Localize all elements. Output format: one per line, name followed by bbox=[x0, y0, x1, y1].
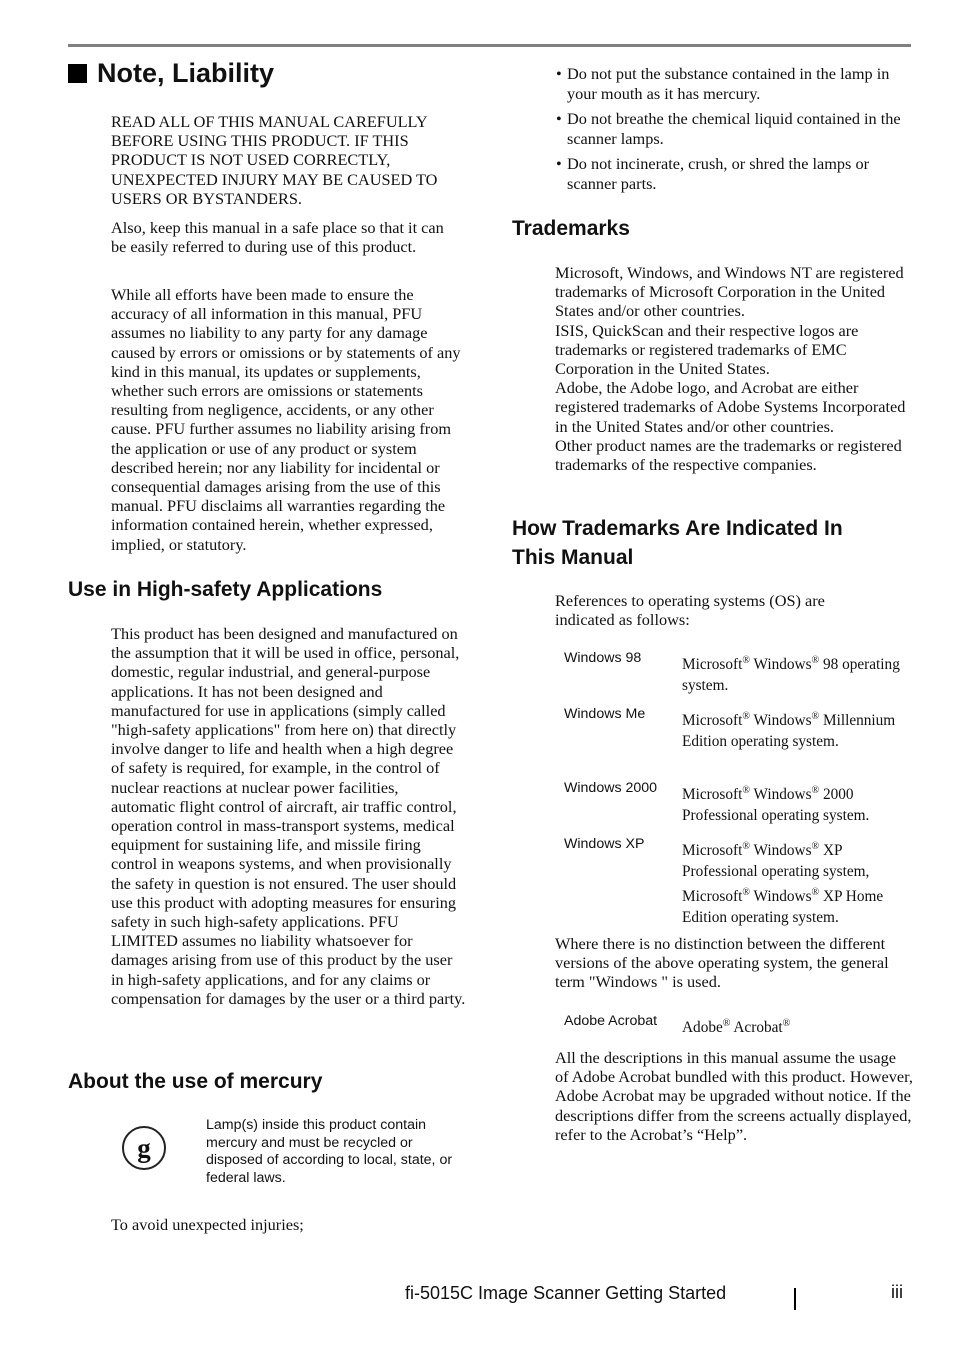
trademarks-heading: Trademarks bbox=[512, 217, 630, 240]
high-safety-heading: Use in High-safety Applications bbox=[68, 578, 383, 601]
list-item: • Do not breathe the chemical liquid contained in the scanner lamps. bbox=[556, 109, 908, 149]
header-rule bbox=[68, 44, 911, 47]
os-value: Adobe® Acrobat® bbox=[682, 1018, 791, 1037]
os-value: Microsoft® Windows® XP Professional operating system, Microsoft® Windows® XP Home Edition operating system. bbox=[682, 841, 884, 927]
trademark-line: Other product names are the trademarks or registered trademarks of the respective companies. bbox=[555, 435, 902, 475]
liability-paragraph: While all efforts have been made to ensure the accuracy of all information in this manual, PFU assumes no liability to any party for any damage caused by errors or omissions or by statements of any kind in this manual, its updates or supplements, whether such errors are omissions or statements resulting from negligence, accidents, or any other cause. PFU further assumes no liability arising from the application or use of any product or system described herein; nor any liability for incidental or consequential damages arising from the use of this manual. PFU disclaims all warranties regarding the information contained herein, whether expressed, implied, or statutory. bbox=[111, 285, 461, 554]
footer-title: fi-5015C Image Scanner Getting Started bbox=[405, 1283, 727, 1303]
footer-divider bbox=[794, 1288, 796, 1310]
references-paragraph: References to operating systems (OS) are indicated as follows: bbox=[555, 591, 825, 630]
trademark-line: ISIS, QuickScan and their respective logos are trademarks or registered trademarks of EMC Corporation in the United States. bbox=[555, 320, 859, 379]
section-title bbox=[68, 58, 274, 89]
os-key: Windows 2000 bbox=[564, 780, 658, 796]
os-value: Microsoft® Windows® 98 operating system. bbox=[682, 655, 900, 695]
list-item: • Do not incinerate, crush, or shred the lamps or scanner parts. bbox=[556, 154, 908, 194]
warning-paragraph: READ ALL OF THIS MANUAL CAREFULLY BEFORE USING THIS PRODUCT. IF THIS PRODUCT IS NOT USED CORRECTLY, UNEXPECTED INJURY MAY BE CAUSED TO USERS OR BYSTANDERS. bbox=[111, 112, 438, 208]
keep-manual-paragraph: Also, keep this manual in a safe place so that it can be easily referred to during use of this product. bbox=[111, 218, 444, 257]
high-safety-paragraph: This product has been designed and manufactured on the assumption that it will be used in office, personal, domestic, regular industrial, and general-purpose applications. It has not been designed and manufactured for use in applications (simply called "high-safety applications" from here on) that directly involve danger to life and health when a high degree of safety is required, for example, in the control of nuclear reactions at nuclear power facilities, automatic flight control of aircraft, air traffic control, operation control in mass-transport systems, medical equipment for sustaining life, and missile firing control in weapons systems, and when provisionally the safety in question is not ensured. The user should use this product with adopting measures for ensuring safety in such high-safety applications. PFU LIMITED assumes no liability whatsoever for damages arising from use of this product by the user in high-safety applications, and for any claims or compensation for damages by the user or a third party. bbox=[111, 624, 466, 1008]
list-item: • Do not put the substance contained in the lamp in your mouth as it has mercury. bbox=[556, 64, 908, 104]
square-bullet-icon bbox=[68, 64, 87, 83]
how-trademarks-heading: How Trademarks Are Indicated In This Manual bbox=[512, 517, 843, 569]
os-key: Adobe Acrobat bbox=[564, 1013, 658, 1029]
page-number: iii bbox=[891, 1282, 903, 1302]
os-key: Windows 98 bbox=[564, 650, 642, 666]
section-title-text: Note, Liability bbox=[97, 58, 275, 88]
trademarks-text bbox=[555, 263, 911, 474]
mercury-heading: About the use of mercury bbox=[68, 1070, 323, 1093]
avoid-injuries-text: To avoid unexpected injuries; bbox=[111, 1215, 304, 1234]
mercury-hg-icon: g bbox=[122, 1126, 166, 1170]
distinction-paragraph: Where there is no distinction between the different versions of the above operating system, the general term "Windows " is used. bbox=[555, 934, 889, 992]
os-value: Microsoft® Windows® Millennium Edition operating system. bbox=[682, 711, 896, 751]
acrobat-descriptions-paragraph: All the descriptions in this manual assume the usage of Adobe Acrobat bundled with this product. However, Adobe Acrobat may be upgraded without notice. If the descriptions differ from the screens actually displayed, refer to the Acrobat’s “Help”. bbox=[555, 1048, 913, 1144]
os-key: Windows XP bbox=[564, 836, 645, 852]
os-key: Windows Me bbox=[564, 706, 646, 722]
trademark-line: Microsoft, Windows, and Windows NT are registered trademarks of Microsoft Corporation in the United States and/or other countries. bbox=[555, 263, 904, 321]
mercury-note: Lamp(s) inside this product contain mercury and must be recycled or disposed of according to local, state, or federal laws. bbox=[206, 1117, 453, 1186]
trademark-line: Adobe, the Adobe logo, and Acrobat are either registered trademarks of Adobe Systems Incorporated in the United States and/or other countries. bbox=[555, 378, 906, 436]
os-value: Microsoft® Windows® 2000 Professional operating system. bbox=[682, 785, 870, 825]
mercury-bullet-list bbox=[556, 64, 908, 199]
